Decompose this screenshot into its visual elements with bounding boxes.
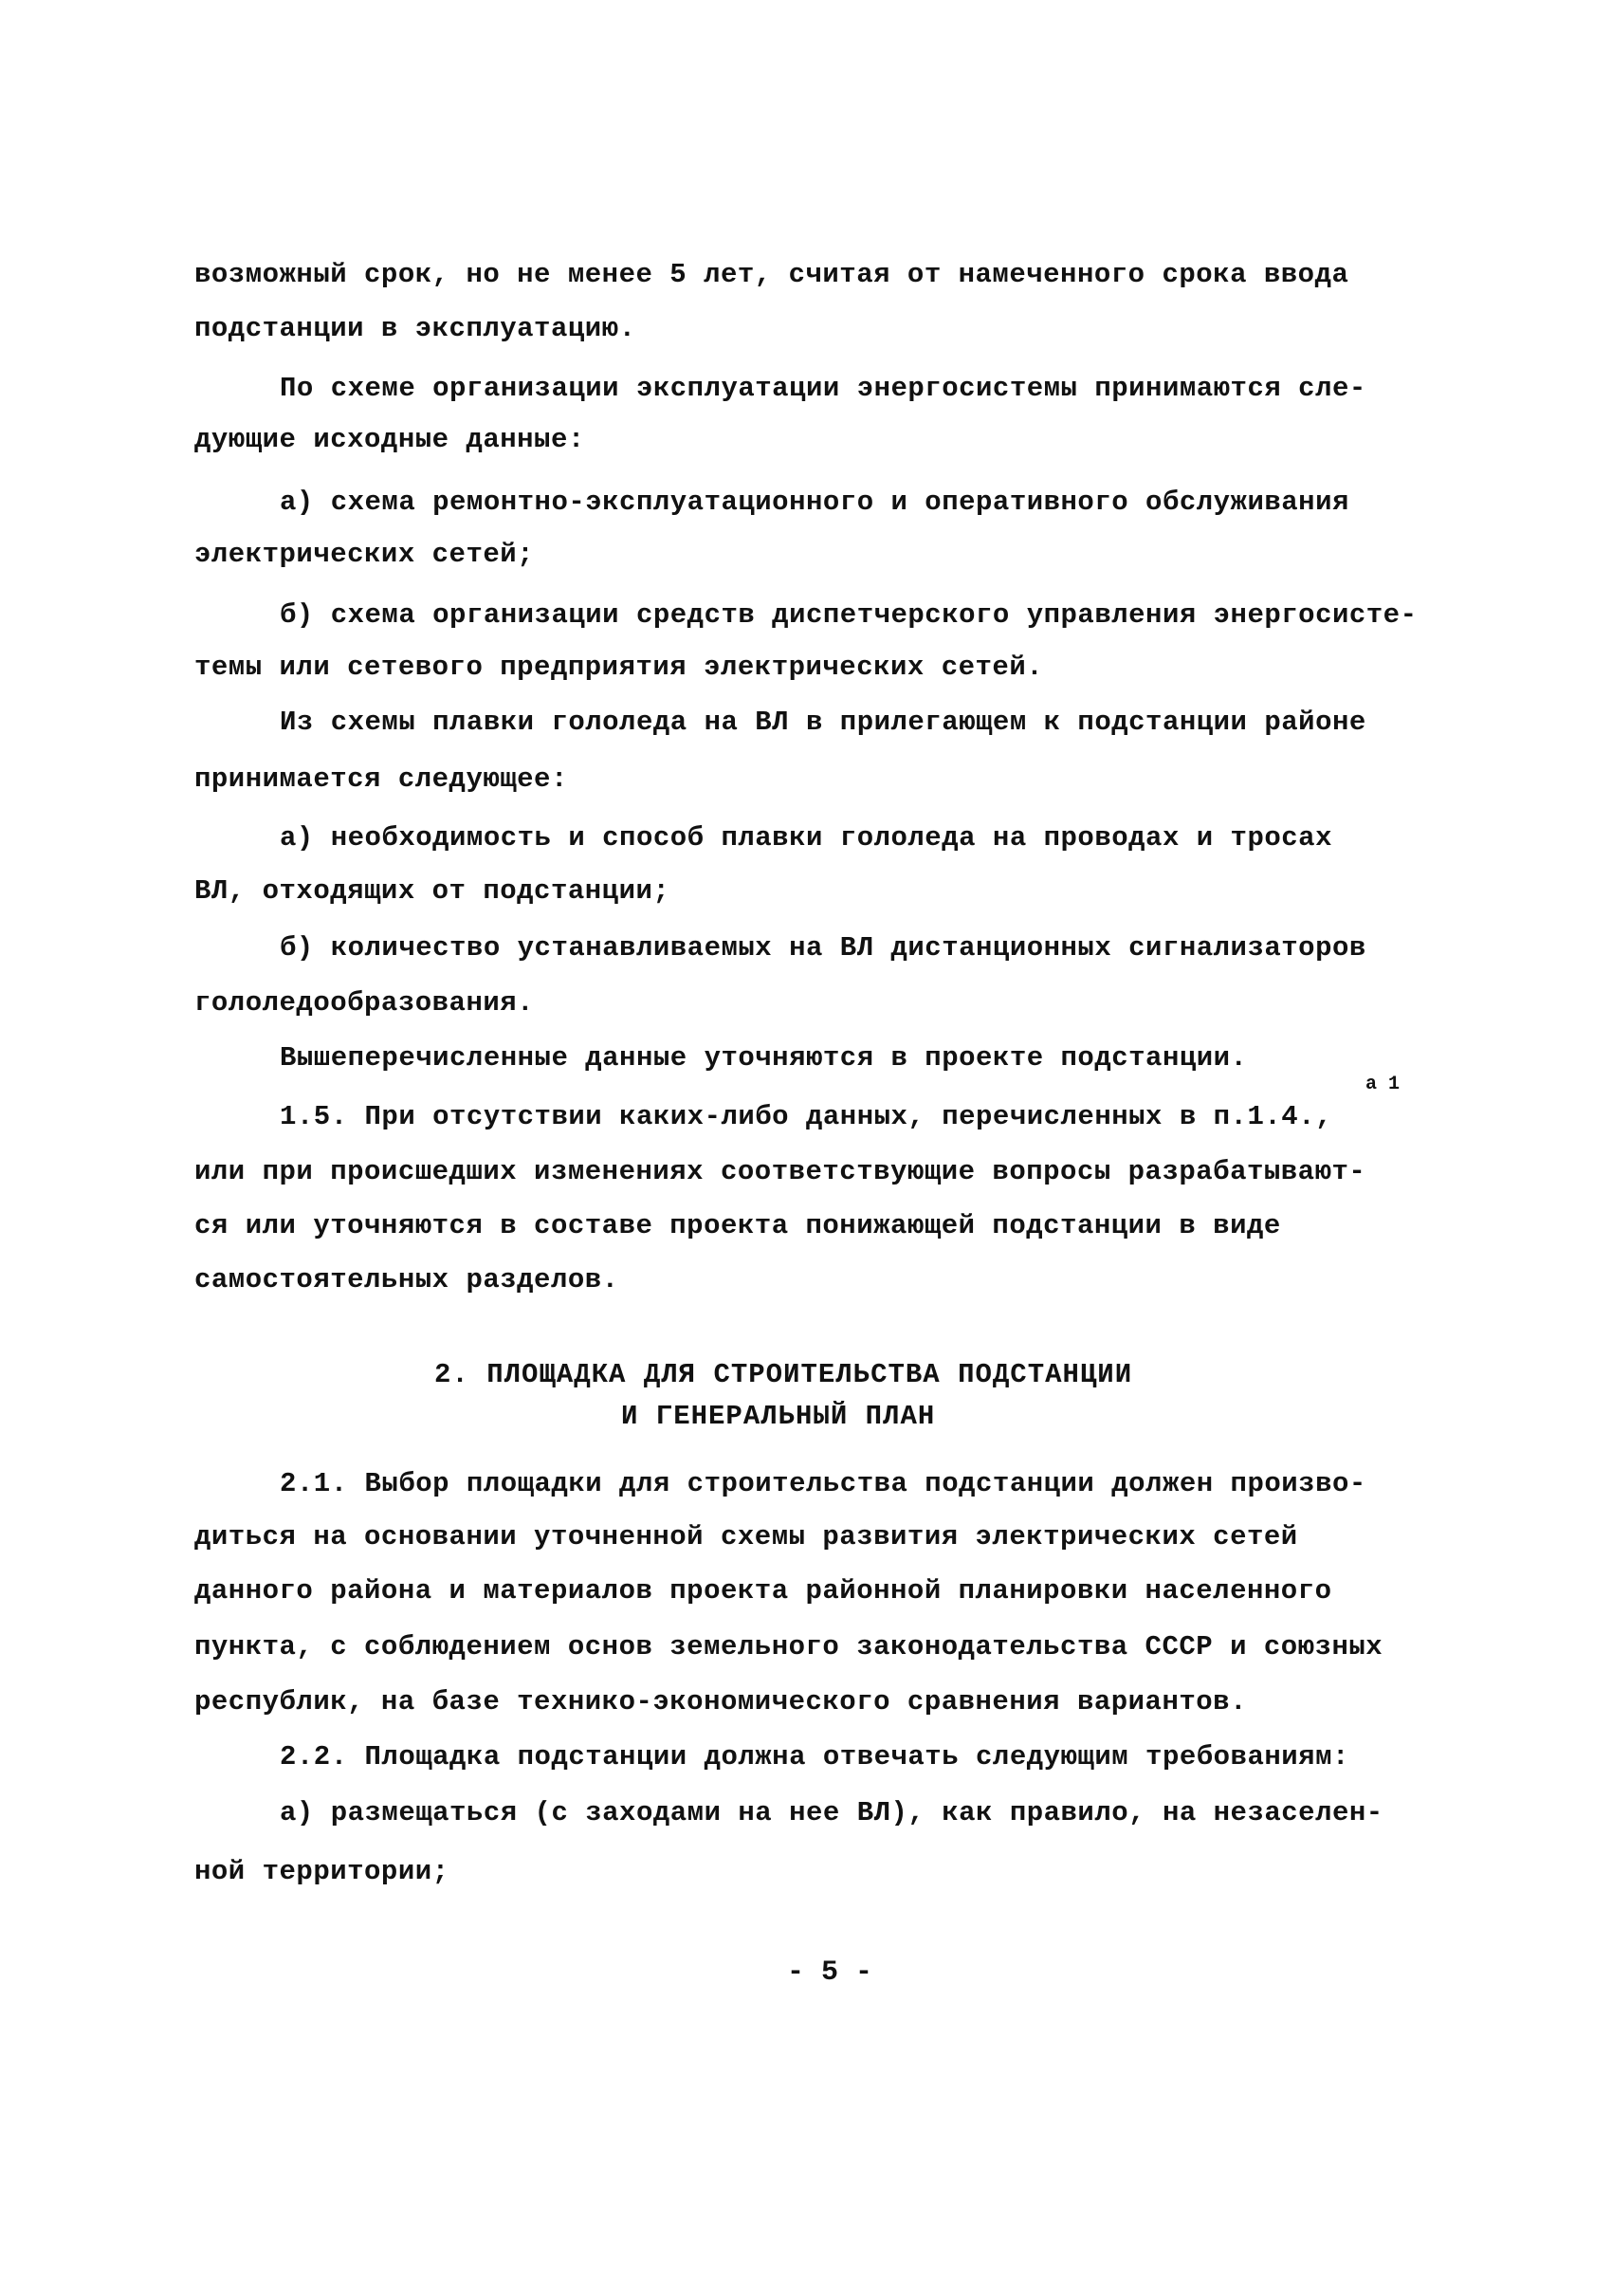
- text-line: принимается следующее:: [194, 763, 568, 795]
- text-line: республик, на базе технико-экономического сравнения вариантов.: [194, 1686, 1247, 1717]
- text-line: или при происшедших изменениях соответствующие вопросы разрабатывают-: [194, 1156, 1366, 1187]
- section-heading: 2. ПЛОЩАДКА ДЛЯ СТРОИТЕЛЬСТВА ПОДСТАНЦИИ: [434, 1359, 1133, 1390]
- text-line: диться на основании уточненной схемы развития электрических сетей: [194, 1521, 1298, 1552]
- text-line: а) схема ремонтно-эксплуатационного и оперативного обслуживания: [280, 487, 1349, 518]
- text-line: гололедообразования.: [194, 987, 535, 1019]
- text-line: электрических сетей;: [194, 539, 535, 570]
- text-line: ВЛ, отходящих от подстанции;: [194, 875, 670, 907]
- section-heading: И ГЕНЕРАЛЬНЫЙ ПЛАН: [621, 1401, 936, 1432]
- text-line: ся или уточняются в составе проекта понижающей подстанции в виде: [194, 1210, 1281, 1241]
- text-line: а) необходимость и способ плавки гололеда на проводах и тросах: [280, 822, 1332, 854]
- text-line: данного района и материалов проекта районной планировки населенного: [194, 1575, 1332, 1607]
- page-number: - 5 -: [787, 1956, 873, 1989]
- text-line: а) размещаться (с заходами на нее ВЛ), как правило, на незаселен-: [280, 1797, 1383, 1828]
- text-line: темы или сетевого предприятия электрических сетей.: [194, 652, 1044, 683]
- text-line: б) количество устанавливаемых на ВЛ дистанционных сигнализаторов: [280, 932, 1366, 964]
- text-line: По схеме организации эксплуатации энергосистемы принимаются сле-: [280, 373, 1366, 404]
- text-line: 2.1. Выбор площадки для строительства подстанции должен произво-: [280, 1468, 1366, 1499]
- text-line: дующие исходные данные:: [194, 424, 585, 455]
- text-line: 1.5. При отсутствии каких-либо данных, перечисленных в п.1.4.,: [280, 1101, 1332, 1132]
- text-line: самостоятельных разделов.: [194, 1264, 619, 1295]
- text-line: подстанции в эксплуатацию.: [194, 313, 636, 344]
- text-line: 2.2. Площадка подстанции должна отвечать следующим требованиям:: [280, 1741, 1349, 1773]
- text-line: Из схемы плавки гололеда на ВЛ в прилегающем к подстанции районе: [280, 707, 1366, 738]
- text-line: пункта, с соблюдением основ земельного законодательства СССР и союзных: [194, 1631, 1383, 1662]
- text-line: Вышеперечисленные данные уточняются в проекте подстанции.: [280, 1042, 1248, 1074]
- text-line: возможный срок, но не менее 5 лет, считая от намеченного срока ввода: [194, 259, 1349, 290]
- text-line: б) схема организации средств диспетчерского управления энергосисте-: [280, 599, 1418, 631]
- footnote-mark: а 1: [1365, 1074, 1401, 1095]
- text-line: ной территории;: [194, 1856, 449, 1887]
